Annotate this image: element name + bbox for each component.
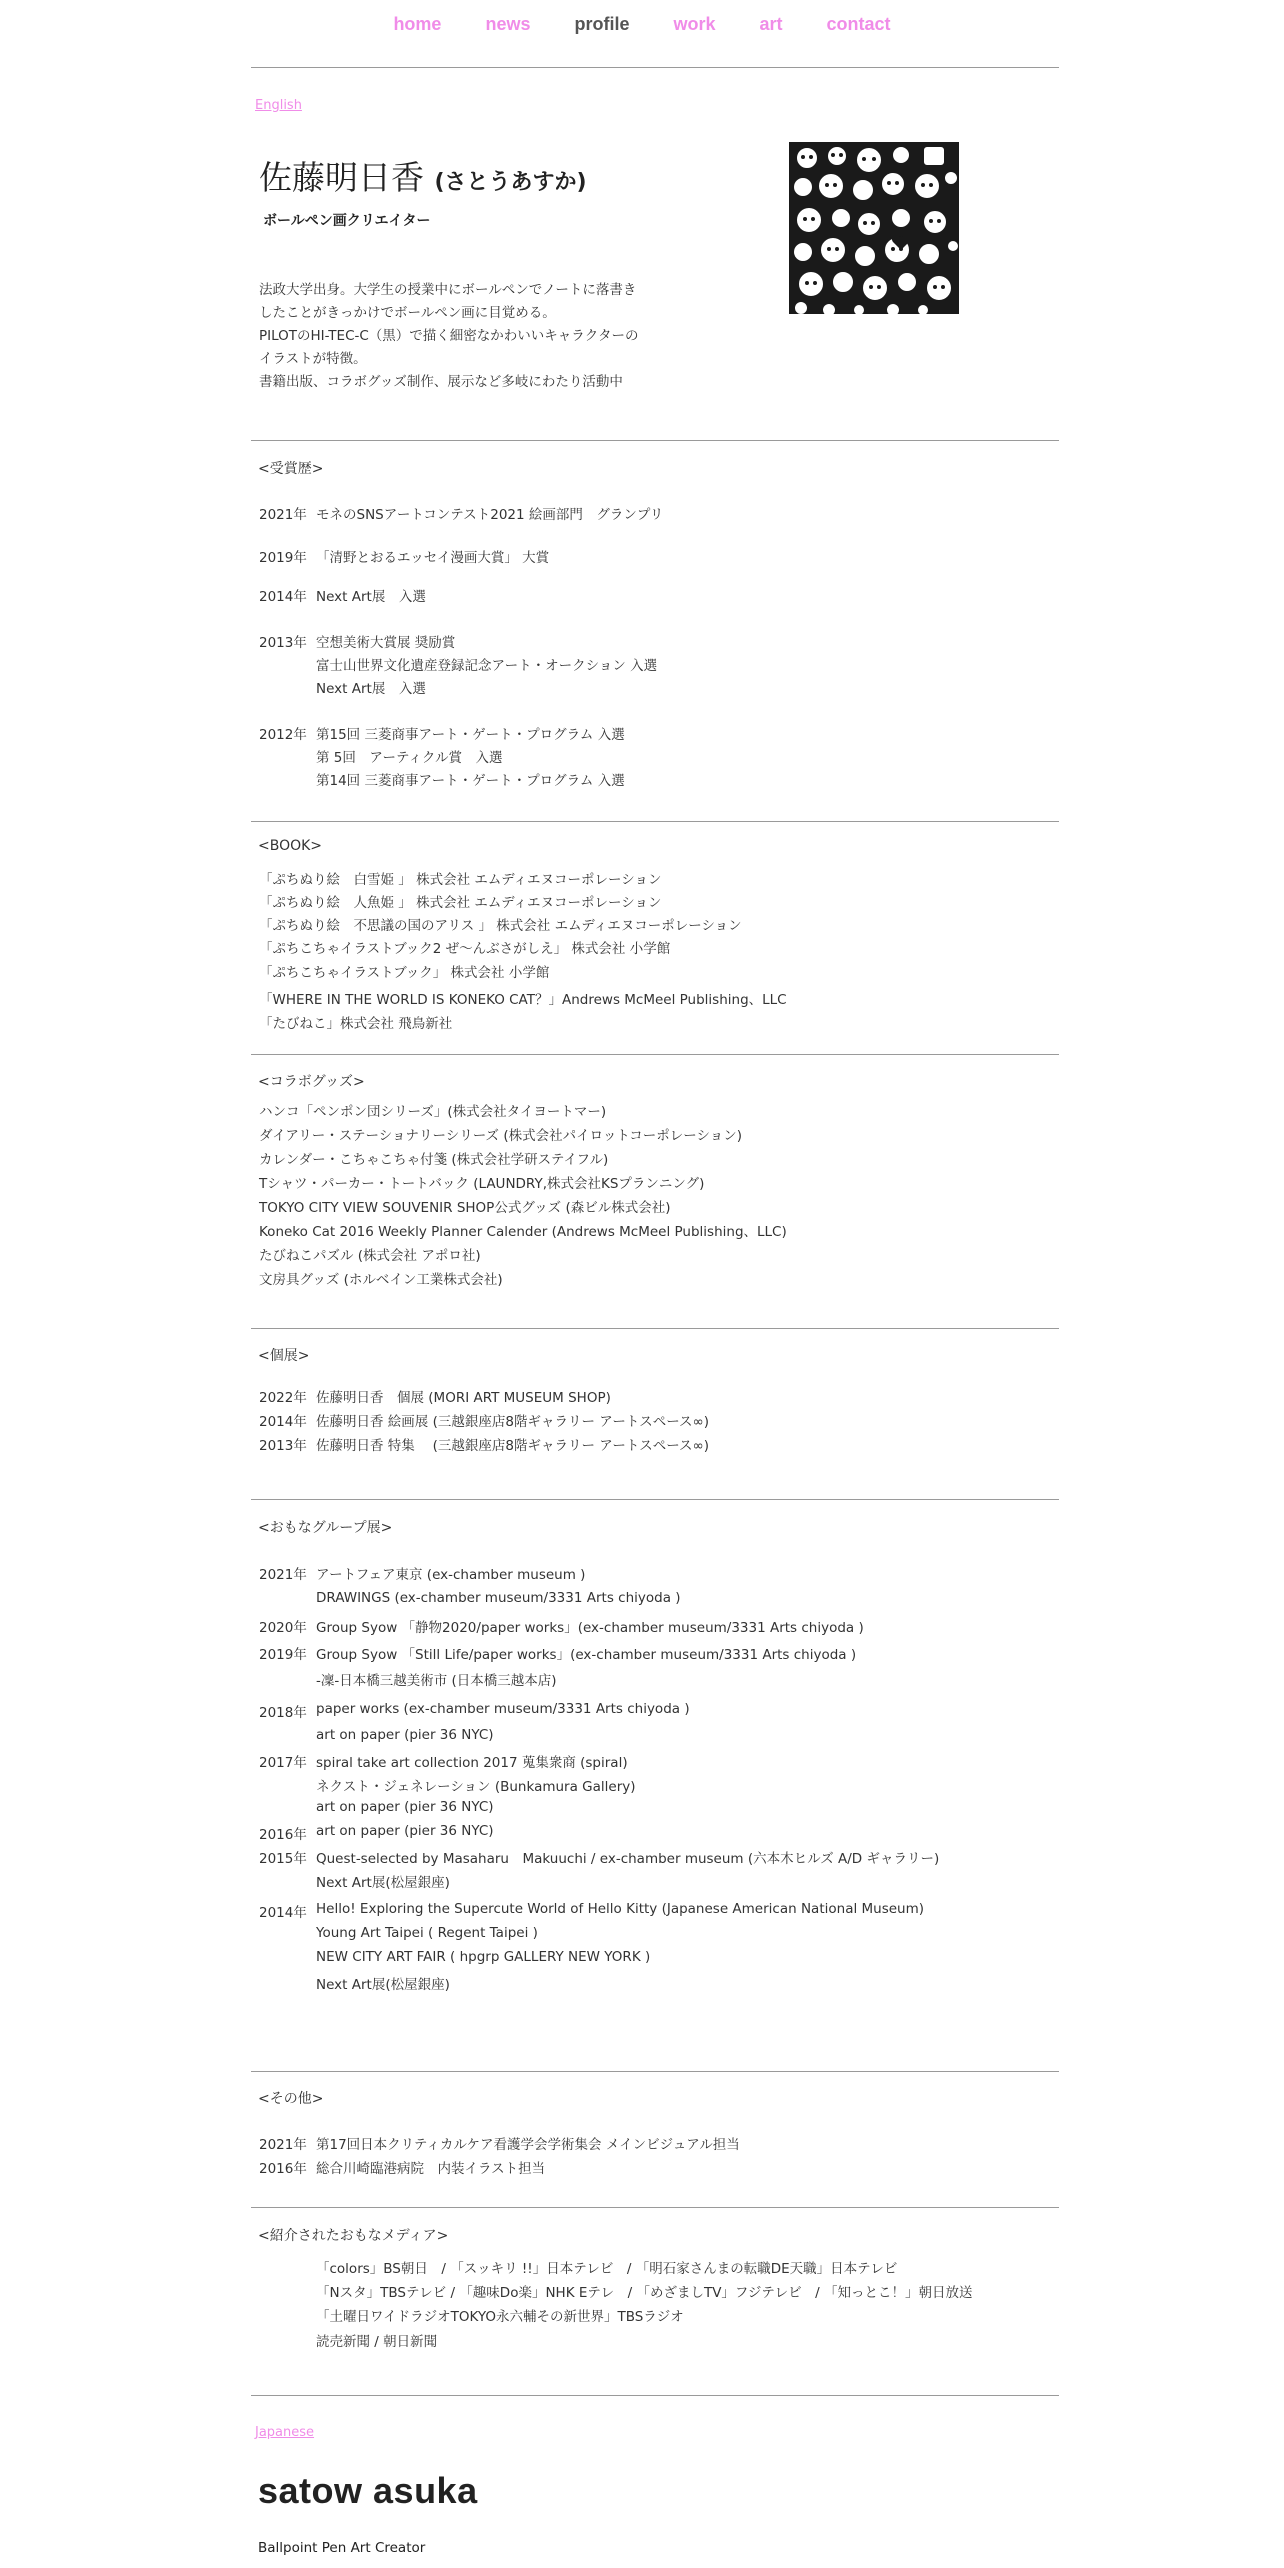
artist-name-kana: (さとうあすか) [434, 170, 587, 195]
group-item: Next Art展(松屋銀座) [316, 1977, 450, 1993]
award-year: 2021年 [259, 507, 307, 523]
solo-item: 佐藤明日香 絵画展 (三越銀座店8階ギャラリー アートスペース∞) [316, 1414, 710, 1430]
bio-line: 書籍出版、コラボグッズ制作、展示など多岐にわたり活動中 [259, 374, 623, 390]
bio-line: したことがきっかけでボールペン画に目覚める。 [259, 305, 556, 321]
nav-art[interactable]: art [759, 14, 783, 34]
group-item: アートフェア東京 (ex-chamber museum ) [316, 1567, 586, 1583]
award-year: 2014年 [259, 589, 307, 605]
book-item: 「たびねこ」株式会社 飛鳥新社 [259, 1016, 453, 1032]
english-link[interactable]: English [255, 98, 302, 113]
award-item: 「清野とおるエッセイ漫画大賞」 大賞 [316, 550, 550, 566]
bio-line: 法政大学出身。大学生の授業中にボールペンでノートに落書き [259, 282, 637, 298]
book-item: 「ぷちぬり絵 不思議の国のアリス 」 株式会社 エムディエヌコーポレーション [259, 918, 742, 934]
award-year: 2012年 [259, 727, 307, 743]
group-item: Group Syow 「静物2020/paper works」(ex-chamber museum/3331 Arts chiyoda ) [316, 1620, 864, 1636]
media-item: 読売新聞 / 朝日新聞 [316, 2334, 438, 2350]
group-item: -凜-日本橋三越美術市 (日本橋三越本店) [316, 1673, 557, 1689]
other-year: 2021年 [259, 2137, 307, 2153]
award-item: 第 5回 アーティクル賞 入選 [316, 750, 503, 766]
group-item: spiral take art collection 2017 蒐集衆商 (spiral) [316, 1755, 628, 1771]
divider [251, 2207, 1059, 2208]
book-item: 「ぷちぬり絵 人魚姫 」 株式会社 エムディエヌコーポレーション [259, 895, 662, 911]
divider [251, 1499, 1059, 1500]
main-nav [0, 14, 1284, 35]
group-title: <おもなグループ展> [258, 1520, 393, 1536]
collab-item: 文房具グッズ (ホルベイン工業株式会社) [259, 1272, 503, 1288]
artist-title-english: Ballpoint Pen Art Creator [258, 2540, 426, 2556]
other-year: 2016年 [259, 2161, 307, 2177]
divider [251, 1328, 1059, 1329]
collab-item: Koneko Cat 2016 Weekly Planner Calender (Andrews McMeel Publishing、LLC) [259, 1224, 787, 1240]
group-item: Group Syow 「Still Life/paper works」(ex-chamber museum/3331 Arts chiyoda ) [316, 1647, 857, 1663]
group-year: 2015年 [259, 1851, 307, 1867]
book-item: 「ぷちこちゃイラストブック2 ぜ〜んぶさがしえ」 株式会社 小学館 [259, 941, 671, 957]
award-item: 空想美術大賞展 奨励賞 [316, 635, 456, 651]
divider [251, 2071, 1059, 2072]
divider [251, 821, 1059, 822]
other-item: 第17回日本クリティカルケア看護学会学術集会 メインビジュアル担当 [316, 2137, 740, 2153]
award-item: 富士山世界文化遺産登録記念アート・オークション 入選 [316, 658, 658, 674]
award-item: 第15回 三菱商事アート・ゲート・プログラム 入選 [316, 727, 625, 743]
nav-contact[interactable]: contact [826, 14, 891, 34]
collab-item: たびねこパズル (株式会社 アポロ社) [259, 1248, 481, 1264]
collab-item: カレンダー・こちゃこちゃ付箋 (株式会社学研ステイフル) [259, 1152, 609, 1168]
divider [251, 440, 1059, 441]
solo-item: 佐藤明日香 特集 (三越銀座店8階ギャラリー アートスペース∞) [316, 1438, 710, 1454]
solo-title: <個展> [258, 1348, 310, 1364]
solo-year: 2014年 [259, 1414, 307, 1430]
group-year: 2020年 [259, 1620, 307, 1636]
group-item: ネクスト・ジェネレーション (Bunkamura Gallery) [316, 1779, 636, 1795]
group-year: 2017年 [259, 1755, 307, 1771]
collab-item: ダイアリー・ステーショナリーシリーズ (株式会社パイロットコーポレーション) [259, 1128, 743, 1144]
group-item: art on paper (pier 36 NYC) [316, 1823, 494, 1839]
group-item: paper works (ex-chamber museum/3331 Arts chiyoda ) [316, 1701, 690, 1717]
other-item: 総合川崎臨港病院 内装イラスト担当 [316, 2161, 546, 2177]
awards-title: <受賞歴> [258, 461, 324, 477]
artist-title: ボールペン画クリエイター [263, 213, 431, 229]
group-item: art on paper (pier 36 NYC) [316, 1799, 494, 1815]
award-year: 2019年 [259, 550, 307, 566]
doodle-artwork-icon [789, 142, 959, 314]
nav-news[interactable]: news [485, 14, 531, 34]
solo-year: 2022年 [259, 1390, 307, 1406]
artist-name-english: satow asuka [258, 2470, 478, 2511]
award-item: Next Art展 入選 [316, 589, 426, 605]
nav-profile[interactable]: profile [574, 14, 630, 34]
award-item: 第14回 三菱商事アート・ゲート・プログラム 入選 [316, 773, 625, 789]
media-item: 「colors」BS朝日 / 「スッキリ !!」日本テレビ / 「明石家さんまの転職DE天職」日本テレビ [316, 2261, 898, 2277]
group-year: 2014年 [259, 1905, 307, 1921]
solo-year: 2013年 [259, 1438, 307, 1454]
award-item: Next Art展 入選 [316, 681, 426, 697]
collab-title: <コラボグッズ> [258, 1074, 365, 1090]
media-item: 「土曜日ワイドラジオTOKYO永六輔その新世界」TBSラジオ [316, 2309, 684, 2325]
group-item: DRAWINGS (ex-chamber museum/3331 Arts chiyoda ) [316, 1590, 681, 1606]
group-year: 2016年 [259, 1827, 307, 1843]
book-item: 「WHERE IN THE WORLD IS KONEKO CAT？」Andrews McMeel Publishing、LLC [259, 992, 787, 1008]
artist-bio [259, 279, 679, 394]
group-item: Hello! Exploring the Supercute World of Hello Kitty (Japanese American National Museum) [316, 1901, 925, 1917]
japanese-link[interactable]: Japanese [255, 2425, 315, 2440]
divider [251, 1054, 1059, 1055]
artist-name [259, 152, 587, 199]
group-year: 2021年 [259, 1567, 307, 1583]
bio-line: イラストが特徴。 [259, 351, 367, 367]
divider [251, 2395, 1059, 2396]
group-item: NEW CITY ART FAIR ( hpgrp GALLERY NEW YORK ) [316, 1949, 651, 1965]
group-item: Next Art展(松屋銀座) [316, 1875, 450, 1891]
group-item: Young Art Taipei ( Regent Taipei ) [316, 1925, 538, 1941]
artist-name-kanji: 佐藤明日香 [259, 158, 424, 197]
book-item: 「ぷちぬり絵 白雪姫 」 株式会社 エムディエヌコーポレーション [259, 872, 662, 888]
other-title: <その他> [258, 2091, 324, 2107]
group-year: 2018年 [259, 1705, 307, 1721]
divider [251, 67, 1059, 68]
bio-line: PILOTのHI-TEC-C（黒）で描く細密なかわいいキャラクターの [259, 328, 639, 344]
collab-item: Tシャツ・パーカー・トートバック (LAUNDRY,株式会社KSプランニング) [259, 1176, 705, 1192]
solo-item: 佐藤明日香 個展 (MORI ART MUSEUM SHOP) [316, 1390, 611, 1406]
nav-home[interactable]: home [393, 14, 442, 34]
group-item: art on paper (pier 36 NYC) [316, 1727, 494, 1743]
award-year: 2013年 [259, 635, 307, 651]
group-item: Quest-selected by Masaharu Makuuchi / ex-chamber museum (六本木ヒルズ A/D ギャラリー) [316, 1851, 940, 1867]
media-title: <紹介されたおもなメディア> [258, 2228, 449, 2244]
nav-work[interactable]: work [673, 14, 716, 34]
award-item: モネのSNSアートコンテスト2021 絵画部門 グランプリ [316, 507, 664, 523]
books-title: <BOOK> [258, 838, 323, 854]
collab-item: ハンコ「ペンポン団シリーズ」(株式会社タイヨートマー) [259, 1104, 607, 1120]
media-item: 「Nスタ」TBSテレビ / 「趣味Do楽」NHK Eテレ / 「めざましTV」フジテレビ / 「知っとこ！」朝日放送 [316, 2285, 973, 2301]
collab-item: TOKYO CITY VIEW SOUVENIR SHOP公式グッズ (森ビル株式会社) [259, 1200, 671, 1216]
group-year: 2019年 [259, 1647, 307, 1663]
book-item: 「ぷちこちゃイラストブック」 株式会社 小学館 [259, 965, 550, 981]
